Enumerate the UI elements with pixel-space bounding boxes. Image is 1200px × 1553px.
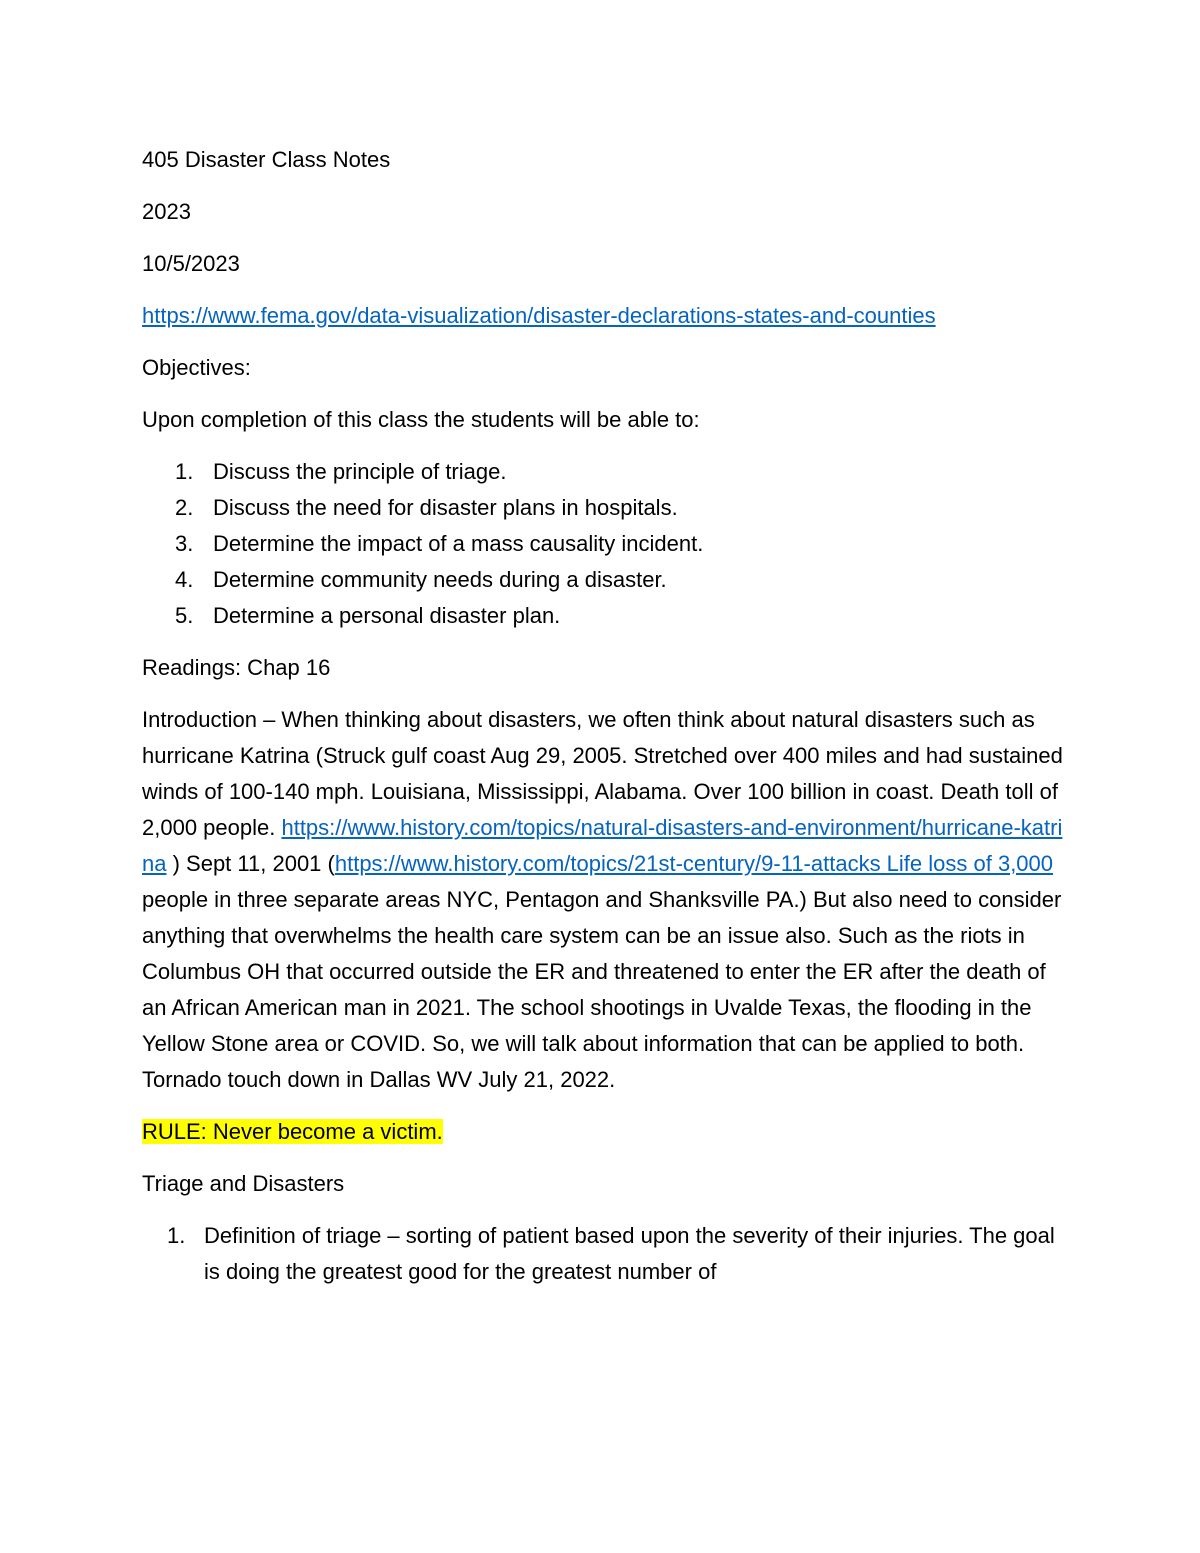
objective-item [142, 598, 1072, 634]
objective-item [142, 490, 1072, 526]
fema-link[interactable]: https://www.fema.gov/data-visualization/disaster-declarations-states-and-counties [142, 303, 936, 328]
rule-paragraph [142, 1114, 1072, 1150]
fema-link-paragraph [142, 298, 1072, 334]
document-title: 405 Disaster Class Notes [142, 147, 391, 172]
triage-text: Definition of triage – sorting of patient based upon the severity of their injuries. The goal is doing the greatest good for the greatest number of [204, 1223, 1055, 1284]
document-date: 10/5/2023 [142, 251, 240, 276]
intro-text-2: ) Sept 11, 2001 ( [166, 851, 335, 876]
list-number: 2. [175, 495, 194, 520]
intro-text-3: people in three separate areas NYC, Pentagon and Shanksville PA.) But also need to consider anything that overwhelms the health care system can be an issue also. Such as the riots in Columbus OH that occurred outside the ER and threatened to enter the ER after the death of an African American man in 2021. The school shootings in Uvalde Texas, the flooding in the Yellow Stone area or COVID. So, we will talk about information that can be applied to both. Tornado touch down in Dallas WV July 21, 2022. [142, 887, 1062, 1092]
objective-text: Determine the impact of a mass causality incident. [213, 531, 704, 556]
katrina-link[interactable]: https://www.history.com/topics/natural-disasters-and-environment/hurricane-katrina [142, 815, 1063, 876]
list-number: 4. [175, 567, 194, 592]
objectives-intro: Upon completion of this class the students will be able to: [142, 407, 700, 432]
objective-text: Discuss the need for disaster plans in hospitals. [213, 495, 678, 520]
list-number: 1. [167, 1223, 186, 1248]
list-number: 1. [175, 459, 194, 484]
readings-line: Readings: Chap 16 [142, 655, 331, 680]
objectives-heading: Objectives: [142, 355, 251, 380]
document-body [142, 142, 1072, 1290]
objective-item [142, 526, 1072, 562]
objective-item [142, 562, 1072, 598]
list-number: 3. [175, 531, 194, 556]
objective-item [142, 454, 1072, 490]
triage-heading: Triage and Disasters [142, 1171, 345, 1196]
triage-list [142, 1218, 1072, 1290]
objectives-list [142, 454, 1072, 634]
objective-text: Determine community needs during a disaster. [213, 567, 667, 592]
rule-highlight: RULE: Never become a victim. [142, 1119, 443, 1144]
sept-11-link[interactable]: https://www.history.com/topics/21st-century/9-11-attacks Life loss of 3,000 [334, 851, 1054, 876]
objective-text: Determine a personal disaster plan. [213, 603, 561, 628]
introduction-paragraph [142, 702, 1072, 1098]
document-year: 2023 [142, 199, 191, 224]
list-number: 5. [175, 603, 194, 628]
objective-text: Discuss the principle of triage. [213, 459, 507, 484]
intro-text-1: Introduction – When thinking about disasters, we often think about natural disasters such as hurricane Katrina (Struck gulf coast Aug 29, 2005. Stretched over 400 miles and had sustained winds of 100-140 mph. Louisiana, Mississippi, Alabama. Over 100 billion in coast. Death toll of 2,000 people. [142, 707, 1063, 840]
triage-item [142, 1218, 1072, 1290]
